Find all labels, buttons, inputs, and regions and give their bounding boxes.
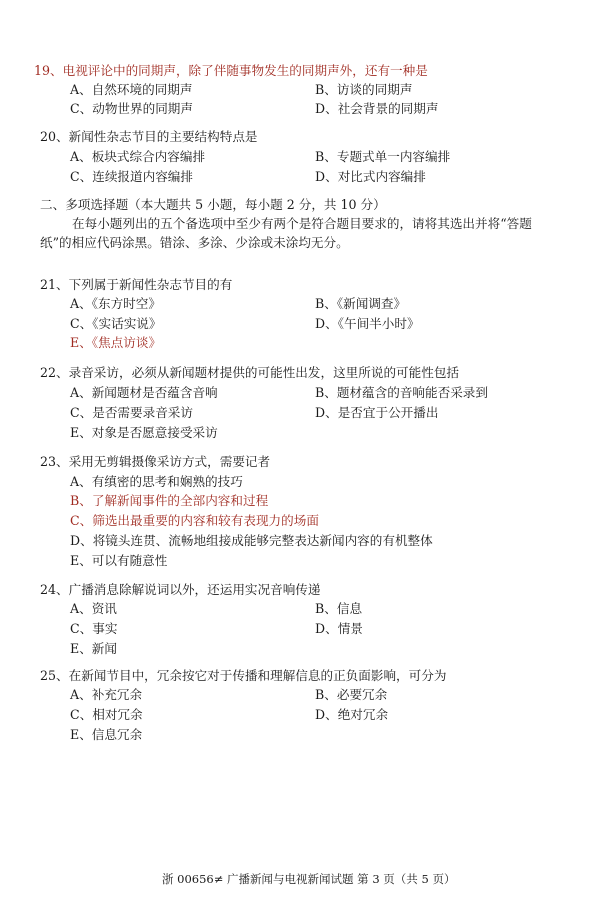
q20-stem: 20、新闻性杂志节目的主要结构特点是	[40, 129, 258, 144]
q22-option-a: A、新闻题材是否蕴含音响	[70, 385, 218, 400]
q25-option-b: B、必要冗余	[315, 687, 388, 702]
q24-option-d: D、情景	[315, 621, 363, 636]
q25-option-c: C、相对冗余	[70, 707, 143, 722]
q21-option-a: A、《东方时空》	[70, 296, 161, 311]
q24-option-c: C、事实	[70, 621, 118, 636]
q25-stem: 25、在新闻节目中，冗余按它对于传播和理解信息的正负面影响，可分为	[40, 668, 447, 683]
q23-option-a: A、有缜密的思考和娴熟的技巧	[70, 474, 243, 489]
q21-option-e: E、《焦点访谈》	[70, 335, 162, 350]
q23-option-e: E、可以有随意性	[70, 553, 168, 568]
q24-option-b: B、信息	[315, 601, 363, 616]
q19-option-b: B、访谈的同期声	[315, 82, 413, 97]
q25-option-e: E、信息冗余	[70, 727, 143, 742]
q25-option-a: A、补充冗余	[70, 687, 143, 702]
q20-option-b: B、专题式单一内容编排	[315, 149, 451, 164]
q23-option-d: D、将镜头连贯、流畅地组接成能够完整表达新闻内容的有机整体	[70, 533, 433, 548]
q22-option-b: B、题材蕴含的音响能否采录到	[315, 385, 488, 400]
q21-stem: 21、下列属于新闻性杂志节目的有	[40, 277, 233, 292]
q21-option-d: D、《午间半小时》	[315, 316, 420, 331]
page-footer: 浙 00656≠ 广播新闻与电视新闻试题 第 3 页（共 5 页）	[162, 872, 456, 886]
section-instructions-line1: 在每小题列出的五个备选项中至少有两个是符合题目要求的，请将其选出并将“答题	[72, 216, 532, 231]
q19-option-a: A、自然环境的同期声	[70, 82, 193, 97]
q21-option-c: C、《实话实说》	[70, 316, 162, 331]
q20-option-c: C、连续报道内容编排	[70, 169, 193, 184]
q24-option-a: A、资讯	[70, 601, 117, 616]
q19-option-d: D、社会背景的同期声	[315, 101, 439, 116]
q22-option-c: C、是否需要录音采访	[70, 405, 193, 420]
q20-option-a: A、板块式综合内容编排	[70, 149, 206, 164]
q20-option-d: D、对比式内容编排	[315, 169, 426, 184]
q23-stem: 23、采用无剪辑摄像采访方式，需要记者	[40, 454, 271, 469]
q19-option-c: C、动物世界的同期声	[70, 101, 193, 116]
q23-option-b: B、了解新闻事件的全部内容和过程	[70, 493, 269, 508]
q22-option-d: D、是否宜于公开播出	[315, 405, 439, 420]
section-instructions-line2: 纸”的相应代码涂黑。错涂、多涂、少涂或未涂均无分。	[40, 235, 349, 250]
q24-stem: 24、广播消息除解说词以外，还运用实况音响传递	[40, 582, 321, 597]
q25-option-d: D、绝对冗余	[315, 707, 389, 722]
section-heading: 二、多项选择题（本大题共 5 小题，每小题 2 分，共 10 分）	[40, 197, 386, 212]
q24-option-e: E、新闻	[70, 641, 117, 656]
q21-option-b: B、《新闻调查》	[315, 296, 407, 311]
q22-option-e: E、对象是否愿意接受采访	[70, 425, 218, 440]
q22-stem: 22、录音采访，必须从新闻题材提供的可能性出发，这里所说的可能性包括	[40, 365, 460, 380]
q23-option-c: C、筛选出最重要的内容和较有表现力的场面	[70, 513, 319, 528]
q19-stem: 19、电视评论中的同期声，除了伴随事物发生的同期声外，还有一种是	[34, 63, 428, 78]
